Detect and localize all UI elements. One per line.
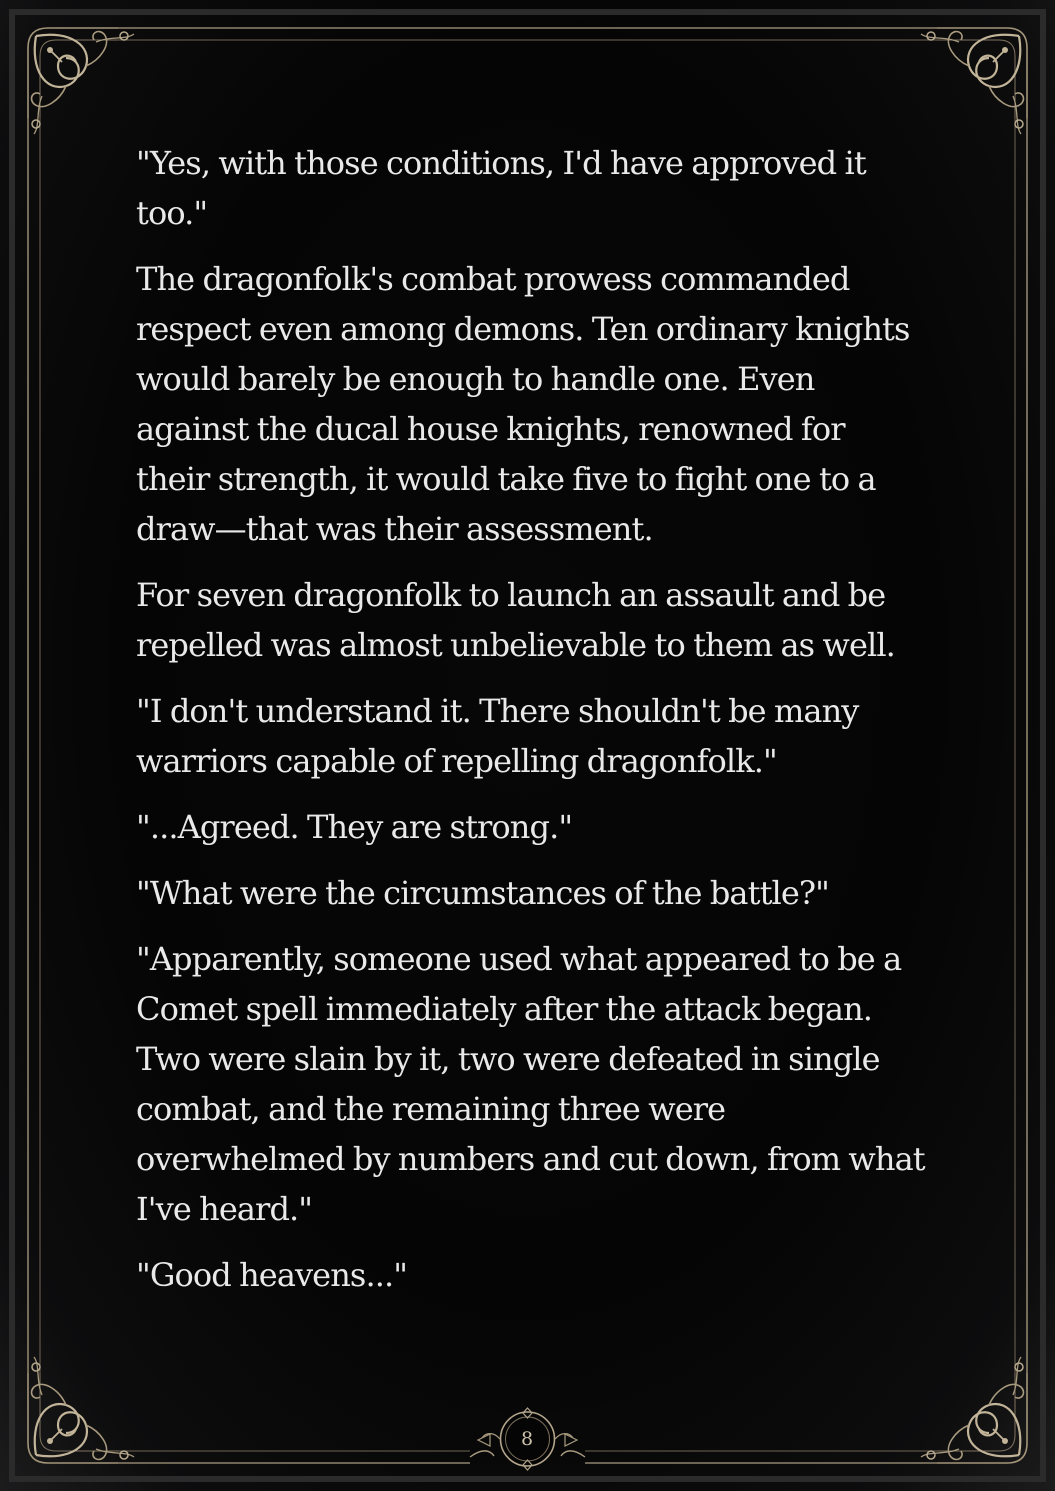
page-number: 8	[520, 1428, 534, 1450]
paragraph: For seven dragonfolk to launch an assault and be repelled was almost unbelievable to them as well.	[136, 576, 895, 664]
corner-top-right-ornament-icon	[921, 28, 1027, 134]
paragraph: "Apparently, someone used what appeared to be a Comet spell immediately after the attack began. Two were slain by it, two were defeated in single combat, and the remaining three were overwhelmed by numbers and cut down, from what I've heard."	[136, 940, 925, 1228]
paragraph: "What were the circumstances of the battle?"	[136, 874, 829, 912]
paragraph: "...Agreed. They are strong."	[136, 808, 573, 846]
paragraph: "Yes, with those conditions, I'd have approved it too."	[136, 144, 866, 232]
paragraph: The dragonfolk's combat prowess commanded respect even among demons. Ten ordinary knights would barely be enough to handle one. Even against the ducal house knights, renowned for their strength, it would take five to fight one to a draw—that was their assessment.	[136, 260, 910, 548]
corner-bottom-left-ornament-icon	[28, 1357, 134, 1463]
paragraph: "I don't understand it. There shouldn't be many warriors capable of repelling dragonfolk."	[136, 692, 859, 780]
corner-top-left-ornament-icon	[28, 28, 134, 134]
body-text	[136, 138, 926, 1316]
paragraph: "Good heavens..."	[136, 1256, 408, 1294]
corner-bottom-right-ornament-icon	[921, 1357, 1027, 1463]
